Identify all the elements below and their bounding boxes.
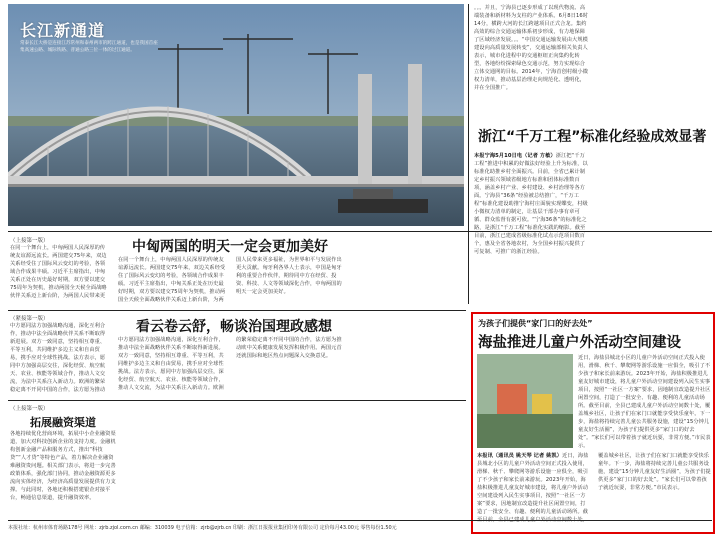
headline-china-hungary: 中匈两国的明天一定会更加美好	[132, 239, 328, 255]
article-china-hungary-left: 在同一个舞台上，中匈两国人民深厚的传统友谊源远流长。两国建交75年来，双边关系经受住了国际风云变幻的考验，各领域合作成果丰硕。习近平主席指出，中匈关系正处在历史最好时期，双方要以建交75周年为契机，推动两国全天候全面战略伙伴关系迈上新台阶，为两国人民带来更	[10, 245, 107, 299]
headline-zhejiang: 浙江“千万工程”标准化经验成效显著	[478, 129, 707, 145]
kicker-viewpoint: （紧接第一版）	[10, 316, 49, 322]
body-zhejiang: 浙江把“千万工程”推进中积累的好做法好经验上升为标准，以标准化助推乡村全面振兴。目前，全省已累计制定乡村振兴领域省级地方标准和团体标准数百项，涵盖乡村产业、乡村建设、乡村治理等各方面。宁海县“36条”经验被总结推广，“千万工程”标准化建设助推宁海村庄面貌实现蝶变，村级小微权力清单的制定，让基层干部办事有章可循、群众监督有据可依。“宁海36条”的标准化之路，是浙江“千万工程”标准化实践的缩影。截至目前，浙江已建成省级标准化试点示范项目数百个，惠及全省各地农村，为全国乡村振兴提供了可复制、可推广的浙江经验。	[474, 153, 588, 255]
article-china-hungary-text: 在同一个舞台上，中匈两国人民深厚的传统友谊源远流长。两国建交75年来，双边关系经受住了国际风云变幻的考验，各领域合作成果丰硕。习近平主席指出，中匈关系正处在历史最好时期，双方要以建交75周年为契机，推动两国全天候全面战略伙伴关系迈上新台阶，为两国人民带来更多福祉，为世界和平与发展作出更大贡献。匈牙利各界人士表示，中国是匈牙利的重要合作伙伴，期待同中方在经贸、投资、科技、人文等领域深化合作，中匈两国的明天一定会更加美好。	[118, 257, 342, 303]
section-divider	[8, 231, 712, 232]
byline-playground: 本报讯（通讯员 姚天琴 记者 姚凯）	[477, 453, 563, 459]
kicker-expand: （上接第一版）	[10, 406, 49, 412]
article-playground-text-upper: 近日，海盐县城北小区的儿童户外活动空间正式投入使用，滑梯、秋千、攀爬网等游乐设施一应俱全，吸引了不少孩子和家长前来游玩。2023年开始，海盐积极推进儿童友好城市建设，将儿童户外活动空间建设列入民生实事项目，按照“一社区一方案”要求，因地制宜改造提升社区闲置空间，打造了一批安全、有趣、便利的儿童活动场所。截至目前，全县已建成儿童户外活动空间数十处，覆盖城乡社区，让孩子们在家门口就能享受快乐童年。下一步，海盐将持续完善儿童公共服务设施，建设“15分钟儿童友好生活圈”，为孩子们提供更多“家门口的好去处”。“家长们可以带着孩子就近玩耍，非常方便。”市民表示。	[578, 355, 711, 448]
article-viewpoint-text: 中方愿同法方加强战略沟通，深化互利合作，推动中法全面战略伙伴关系不断取得新进展。双方一致同意，坚持相互尊重、平等互利，共同维护多边主义和自由贸易，携手应对全球性挑战。法方表示，愿同中方加强高层交往，深化经贸、航空航天、农业、核能等领域合作，推动人文交流，为法中关系注入新动力。欧洲的繁荣稳定离不开同中国的合作，法方愿为推动欧中关系健康发展发挥积极作用。两国元首还就国际和地区热点问题深入交换意见。	[118, 337, 342, 391]
article-viewpoint-left: 中方愿同法方加强战略沟通，深化互利合作，推动中法全面战略伙伴关系不断取得新进展。双方一致同意，坚持相互尊重、平等互利，共同维护多边主义和自由贸易，携手应对全球性挑战。法方表示，愿同中方加强高层交往，深化经贸、航空航天、农业、核能等领域合作，推动人文交流，为法中关系注入新动力。欧洲的繁荣稳定离不开同中国的合作，法方愿为推动	[10, 323, 106, 393]
headline-expand: 拓展融资渠道	[30, 416, 96, 429]
byline-zhejiang: 本报宁海5月10日电（记者 方敏）	[474, 153, 556, 159]
column-divider	[468, 4, 469, 304]
playground-illustration	[477, 354, 573, 448]
body-playground: 近日，海盐县城北小区的儿童户外活动空间正式投入使用，滑梯、秋千、攀爬网等游乐设施一应俱全，吸引了不少孩子和家长前来游玩。2023年开始，海盐积极推进儿童友好城市建设，将儿童户外活动空间建设列入民生实事项目，按照“一社区一方案”要求，因地制宜改造提升社区闲置空间，打造了一批安全、有趣、便利的儿童活动场所。截至目前，全县已建成儿童户外活动空间数十处，覆盖城乡社区，让孩子们在家门口就能享受快乐童年。下一步，海盐将持续完善儿童公共服务设施，建设“15分钟儿童友好生活圈”，为孩子们提供更多“家门口的好去处”。“家长们可以带着孩子就近玩耍，非常方便。”市民表示。	[477, 453, 711, 523]
headline-viewpoint: 看云卷云舒，畅谈治国理政感想	[136, 319, 332, 335]
kicker-china-hungary: （上接第一版）	[10, 238, 49, 244]
page-footer: 本报社址：杭州市体育场路178号 网址：zjrb.zjol.com.cn 邮编：310039 电子信箱：zjrb@zjrb.cn 印刷：浙江日报报业集团印务有限公司 定价每月43.00元 零售每份1.50元	[8, 520, 712, 535]
article-ninghai-text: 。。。并且，宁海县已逐步形成了以现代物流、高端装备和新材料为支柱的产业体系。6月8日16时14分，横跨大河的长江跨越项目正式合龙。集约高效的综合交通运输体系初步形成，有力地保障了区域经济发展。。。“中国交通运输发展由大规模建设向高质量发展转变”，交通运输部相关负责人表示，城市化进程中的交通枢纽正向集约化转型，各地纷纷探索绿色交通示范，努力实现综合立体交通网的目标。2014年，宁海首创村级小微权力清单，推动基层治理走向规范化、透明化，并在全国推广。	[474, 5, 589, 91]
kicker-playground: 为孩子们提供“家门口的好去处”	[478, 319, 593, 328]
article-playground-text-lower	[477, 452, 711, 530]
section-divider-2	[8, 310, 466, 311]
headline-playground: 海盐推进儿童户外活动空间建设	[478, 335, 681, 351]
section-divider-3	[8, 400, 466, 401]
playground-photo	[477, 354, 573, 448]
photo-title: 长江新通道	[20, 21, 106, 40]
article-zhejiang-text	[474, 152, 714, 304]
article-expand-text: 各地持续优化营商环境，拓展中小企业融资渠道，加大对科技创新企业的支持力度。金融机构创新金融产品和服务方式，推出“科技贷”“人才贷”等特色产品，着力解决企业融资难融资贵问题。相关部门表示，将进一步完善政策体系，强化部门协同，推动金融资源更多流向实体经济，为经济高质量发展提供有力支撑。与此同时，各地还积极搭建银企对接平台，畅通信息渠道，提升融资效率。	[10, 431, 116, 501]
photo-caption: 常泰长江大桥是连接江苏常州和泰州两市的跨江通道，也是我国首座集高速公路、城际铁路、普通公路三位一体的过江通道。	[20, 41, 158, 53]
